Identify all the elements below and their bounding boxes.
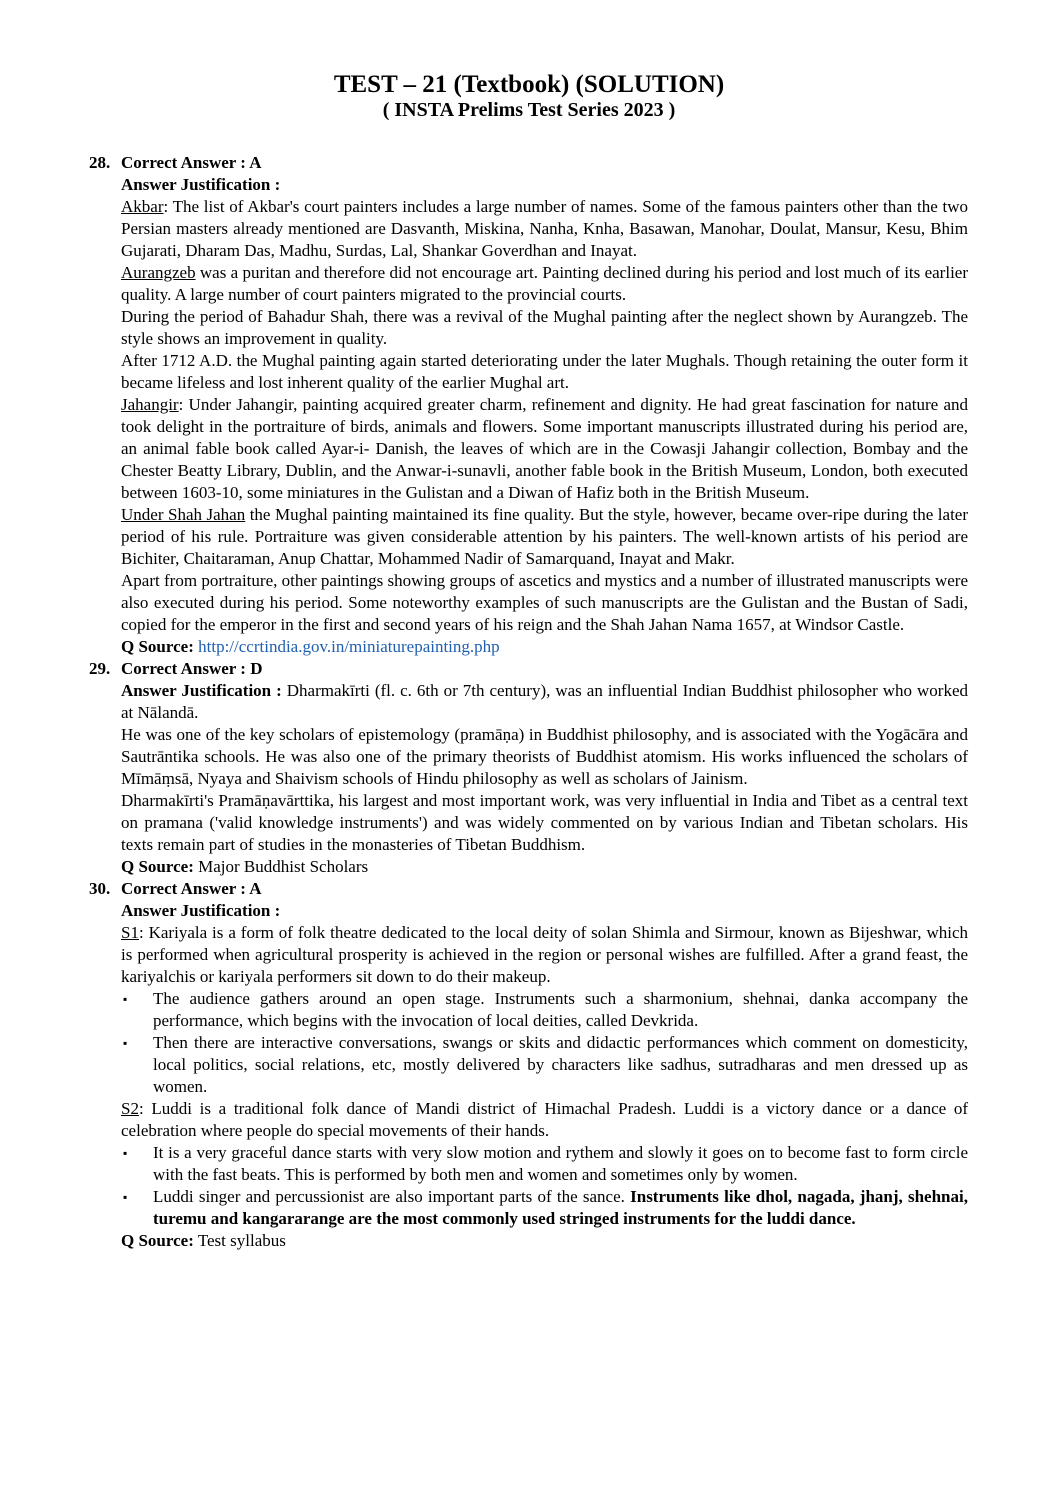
page-title: TEST – 21 (Textbook) (SOLUTION): [333, 71, 725, 98]
bullet-list: [121, 1142, 968, 1230]
paragraph: Aurangzeb was a puritan and therefore did not encourage art. Painting declined during his period and lost much of its earlier quality. A large number of court painters migrated to the provincial courts.: [121, 263, 968, 304]
question-number: 30.: [89, 879, 111, 898]
paragraph: S2: Luddi is a traditional folk dance of Mandi district of Himachal Pradesh. Luddi is a victory dance or a dance of celebration where people do special movements of their hands.: [121, 1099, 968, 1140]
question-number: 29.: [89, 659, 111, 678]
paragraph: Dharmakīrti's Pramāṇavārttika, his largest and most important work, was very influential in India and Tibet as a central text on pramana ('valid knowledge instruments') and was widely commented on by various Indian and Tibetan scholars. His texts remain part of studies in the monasteries of Tibetan Buddhism.: [121, 791, 968, 854]
paragraph: S1: Kariyala is a form of folk theatre dedicated to the local deity of solan Shimla and Sirmour, known as Bijeshwar, which is performed when agricultural prosperity is achieved in the region or personal wishes are fulfilled. After a grand feast, the kariyalchis or kariyala performers sit down to do their makeup.: [121, 923, 968, 986]
question-28: [89, 152, 968, 658]
paragraph: During the period of Bahadur Shah, there was a revival of the Mughal painting after the neglect shown by Aurangzeb. The style shows an improvement in quality.: [121, 307, 968, 348]
justification-label: Answer Justification :: [121, 901, 281, 920]
page-subtitle: ( INSTA Prelims Test Series 2023 ): [382, 99, 676, 121]
paragraph: Akbar: The list of Akbar's court painters includes a large number of names. Some of the famous painters other than the two Persian masters already mentioned are Dasvanth, Miskina, Nanha, Knha, Basawan, Manohar, Doulat, Mansur, Kesu, Bhim Gujarati, Dharam Das, Madhu, Surdas, Lal, Shankar Goverdhan and Inayat.: [121, 197, 968, 260]
paragraph: Jahangir: Under Jahangir, painting acquired greater charm, refinement and dignity. He had great fascination for nature and took delight in the portraiture of birds, animals and flowers. Some important manuscripts illustrated during his period are, an animal fable book called Ayar-i- Danish, the leaves of which are in the Cowasji Jahangir collection, Bombay and the Chester Beatty Library, Dublin, and the Anwar-i-sunavli, another fable book in the British Museum, London, both executed between 1603-10, some miniatures in the Gulistan and a Diwan of Hafiz both in the British Museum.: [121, 395, 968, 502]
question-30: [89, 878, 968, 1252]
list-item: ▪ Luddi singer and percussionist are also important parts of the sance. Instruments like dhol, nagada, jhanj, shehnai, turemu and kangararange are the most commonly used stringed instruments for the luddi dance.: [121, 1186, 968, 1230]
correct-answer: Correct Answer : D: [121, 659, 263, 678]
paragraph: Answer Justification : Dharmakīrti (fl. c. 6th or 7th century), was an influential Indian Buddhist philosopher who worked at Nālandā.: [121, 681, 968, 722]
paragraph: Apart from portraiture, other paintings showing groups of ascetics and mystics and a number of illustrated manuscripts were also executed during his period. Some noteworthy examples of such manuscripts are the Gulistan and the Bustan of Sadi, copied for the emperor in the first and second years of his reign and the Shah Jahan Nama 1657, at Windsor Castle.: [121, 571, 968, 634]
paragraph: Under Shah Jahan the Mughal painting maintained its fine quality. But the style, however, became over-ripe during the later period of his rule. Portraiture was given considerable attention by his painters. The well-known artists of his period are Bichiter, Chaitaraman, Anup Chattar, Mohammed Nadir of Samarquand, Inayat and Makr.: [121, 505, 968, 568]
justification-label: Answer Justification :: [121, 175, 281, 194]
source-line: Q Source: http://ccrtindia.gov.in/miniaturepainting.php: [121, 637, 500, 656]
source-link[interactable]: http://ccrtindia.gov.in/miniaturepainting.php: [198, 637, 500, 656]
bullet-list: [121, 988, 968, 1098]
list-item: ▪ It is a very graceful dance starts with very slow motion and rythem and slowly it goes on to become fast to form circle with the fast beats. This is performed by both men and women and sometimes only by women.: [121, 1142, 968, 1186]
question-number: 28.: [89, 153, 111, 172]
paragraph: After 1712 A.D. the Mughal painting again started deteriorating under the later Mughals. Though retaining the outer form it became lifeless and lost inherent quality of the earlier Mughal art.: [121, 351, 968, 392]
source-line: Q Source: Test syllabus: [121, 1231, 286, 1250]
source-line: Q Source: Major Buddhist Scholars: [121, 857, 369, 876]
solutions: [89, 152, 968, 1252]
paragraph: He was one of the key scholars of epistemology (pramāṇa) in Buddhist philosophy, and is associated with the Yogācāra and Sautrāntika schools. He was also one of the primary theorists of Buddhist atomism. His works influenced the scholars of Mīmāṃsā, Nyaya and Shaivism schools of Hindu philosophy as well as scholars of Jainism.: [121, 725, 968, 788]
list-item: ▪ The audience gathers around an open stage. Instruments such a sharmonium, shehnai, danka accompany the performance, which begins with the invocation of local deities, called Devkrida.: [121, 988, 968, 1032]
question-29: [89, 658, 968, 878]
list-item: ▪ Then there are interactive conversations, swangs or skits and didactic performances which comment on domesticity, local politics, social relations, etc, mostly delivered by characters like sadhus, sutradharas and men dressed up as women.: [121, 1032, 968, 1098]
correct-answer: Correct Answer : A: [121, 153, 262, 172]
correct-answer: Correct Answer : A: [121, 879, 262, 898]
